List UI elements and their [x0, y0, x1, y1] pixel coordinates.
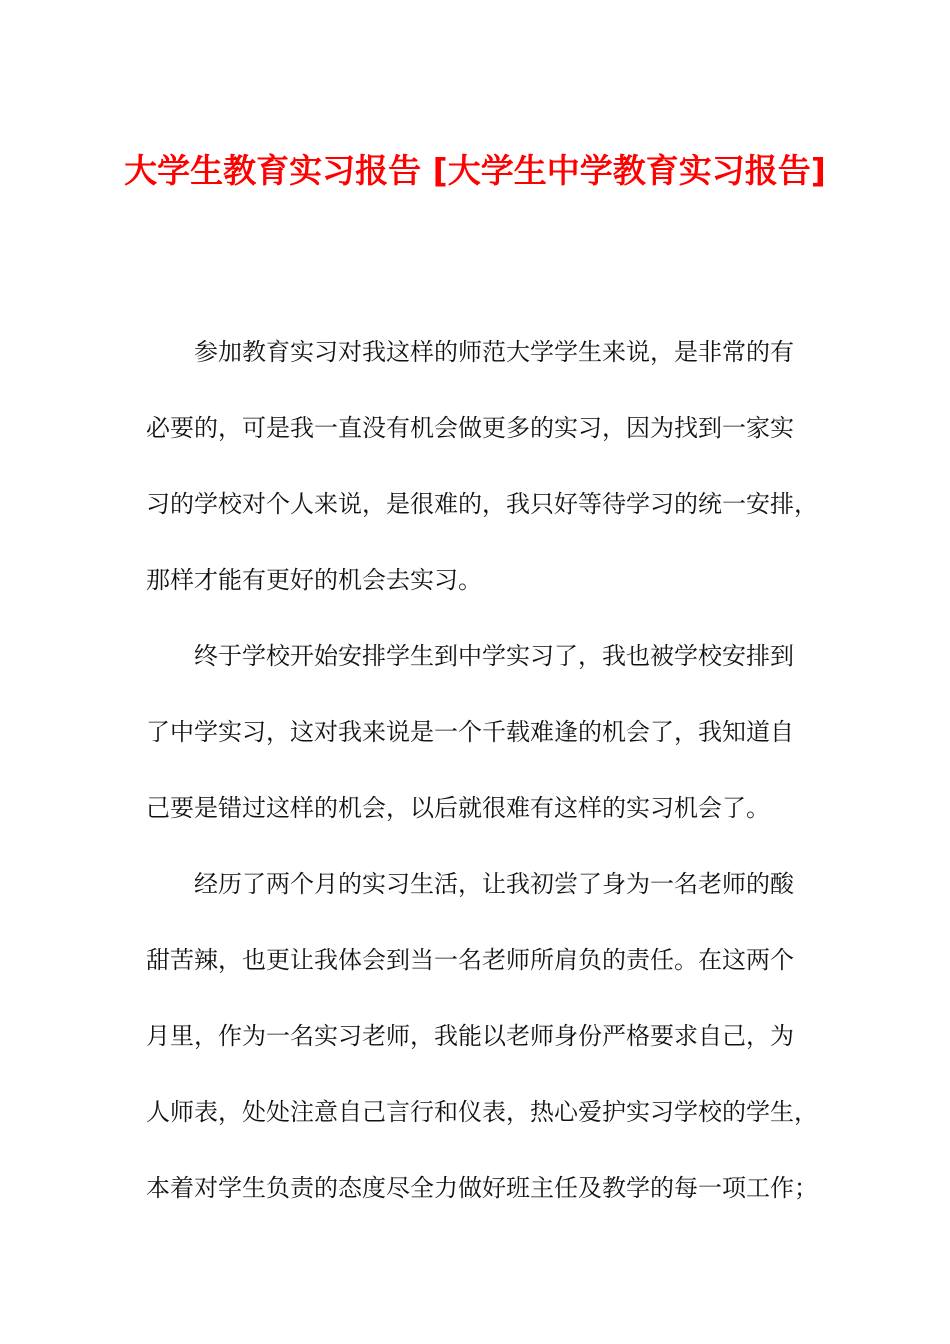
paragraph-line: 参加教育实习对我这样的师范大学学生来说，是非常的有: [194, 338, 794, 366]
document-title: 大学生教育实习报告 [大学生中学教育实习报告]: [124, 151, 826, 190]
paragraph-line: 必要的，可是我一直没有机会做更多的实习，因为找到一家实: [146, 414, 794, 442]
paragraph-line: 本着对学生负责的态度尽全力做好班主任及教学的每一项工作；: [146, 1174, 818, 1202]
paragraph-line: 经历了两个月的实习生活，让我初尝了身为一名老师的酸: [194, 870, 794, 898]
paragraph-line: 了中学实习，这对我来说是一个千载难逢的机会了，我知道自: [146, 718, 794, 746]
paragraph-2: [146, 618, 808, 846]
paragraph-line: 那样才能有更好的机会去实习。: [146, 566, 482, 594]
paragraph-line: 终于学校开始安排学生到中学实习了，我也被学校安排到: [194, 642, 794, 670]
paragraph-3: [146, 846, 818, 1226]
paragraph-line: 甜苦辣，也更让我体会到当一名老师所肩负的责任。在这两个: [146, 946, 794, 974]
paragraph-line: 习的学校对个人来说，是很难的，我只好等待学习的统一安排，: [146, 490, 818, 518]
paragraph-line: 己要是错过这样的机会，以后就很难有这样的实习机会了。: [146, 794, 770, 822]
paragraph-line: 人师表，处处注意自己言行和仪表，热心爱护实习学校的学生，: [146, 1098, 818, 1126]
paragraph-1: [146, 314, 818, 618]
paragraph-line: 月里，作为一名实习老师，我能以老师身份严格要求自己，为: [146, 1022, 794, 1050]
